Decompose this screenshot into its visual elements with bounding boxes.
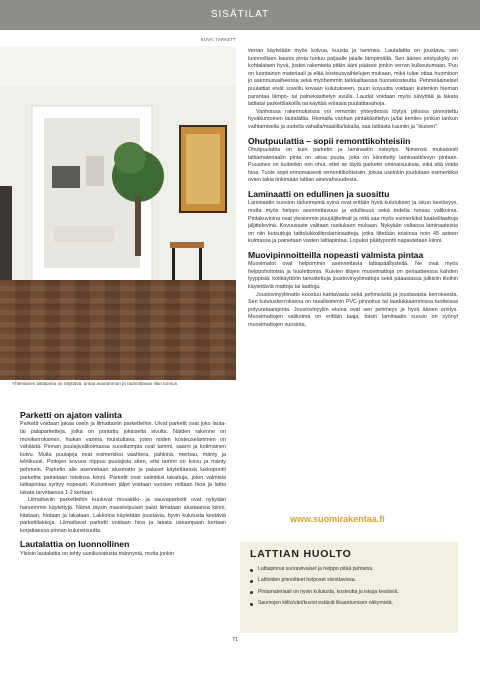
heading-ohutpuulattia: Ohutpuulattia – sopii remonttikohteisiin [248, 135, 411, 146]
paragraph: verran käytetään myös koivua, kuusta ja tammea. Lautalattia on joustava, sen luonnollisen kaunis pinta tuntuu paljaalle jalalle lämpimältä. Sen äänen eristyskyky on kohtalaisen hyvä, joskin rakenteita pitkin ääni pääsee jonkin verran kulkeutumaan. Puu on luontainen materiaali ja elää kosteusvaihtelujen mukaan, mikä tulee ottaa huomioon jo asennusvaiheessa sekä myöhemmin tarkkailtaessa huonekosteutta. Pehmeäaineiset puulattiat eivät sovellu kovaan kulutukseen, puun kovuutta voidaan kuitenkin hieman parantaa lämpö- tai painekäsittelyn avulla. Laudat voidaan myös sävyttää ja lakata lattiatai parkettilakoilla tai käyttää erilaisia puulattiavahoja. [248, 48, 458, 108]
right-column [248, 48, 458, 330]
page-number: 71 [232, 637, 239, 643]
left-column [20, 406, 226, 558]
list-item: Lattioiden pinnoitteet helposet siivottavissa. [250, 575, 448, 586]
box-title: LATTIAN HUOLTO [250, 548, 352, 560]
website-link[interactable]: www.suomirakentaa.fi [290, 514, 385, 524]
heading-lautalattia: Lautalattia on luonnollinen [20, 539, 130, 550]
living-room-illustration [0, 46, 236, 380]
list-item: Lattiapinnat suoraviivaiset ja helppo pitää puhtaina. [250, 564, 448, 575]
heading-laminaatti: Laminaatti on edullinen ja suosittu [248, 188, 390, 199]
photo-credit: KUVA: TARKETT [200, 37, 236, 42]
list-item: Pintamateriaali on hyvin kulutusta, kosteutta ja iskuja kestäviä. [250, 587, 448, 598]
list-item: Saumojen kiilto/väri/kuviot estävät likaantumisen näkymistä. [250, 598, 448, 609]
section-title: SISÄTILAT [210, 9, 270, 20]
paragraph: Joustovinyylimatto koostuu kantavasta sekä pehmeästä ja joustavasta kerroksesta. Sen kulutuskerroksena on tavallisimmin PVC-pinnoitus tai laadukkaammissa tuotteissa polyuretaanipinta. Joustovinyyliin etuina ovat sen pehmeys ja hyvä äänen eristys. Muovimattojen valikoima on erittäin laaja, toisin laminaatin suosio on syönyt muovimattojen suosiota. [248, 291, 458, 329]
paragraph: Muovimatot ovat helpommin asennettavia lattiapäällysteitä. Ne ovat myös helppohoitoisia ja huolettomia. Kuivien tilojen muovimattoja on periaatteessa kahden tyyppisiä: kotikäyttöön tarkoitettuja joustovinyylimattoja sekä pääasiassa julkisiin tiloihin käytettäviä mattoja tai laattoja. [248, 261, 458, 291]
paragraph: Parketit voidaan jakaa usein ja liimattaviin parketteihin. Uivat parketit ovat joko lauta- tai palaparketteja, jotka on pontattu jokaiselta sivulta. Näiden rakenne on monikerroksinen, hiukan vanera muistuttava, joten niiden kosteuselaminen on vähäistä. Pinnan puulajivalikoimassa suosituimpia ovat tammi, saarni ja kotimainen koivu. Muita puulajeja ovat esimerkiksi vaahtera, pähkinä, merbau, mänty ja lehtikuusi. Pintojen kovuus riippuu puulajista siten, että tammi on koivu ja mänty pehmein. Parketin alle asennetaan alusmatto ja palaset käytettäessä lukkopontti parkettia painetaan toisiinsa kiinni. Parketit ovat valmiiksi lakattuja, joten valmista lattiapintaa syntyy nopeasti. Kulumisen jäljet voidaan vuosien mittaan hioa ja lattia lakata tarvittaessa 1-2 kertaan. [20, 421, 226, 496]
maintenance-list [250, 564, 448, 610]
maintenance-box [240, 542, 458, 633]
section-header [0, 0, 480, 30]
room-photo [0, 46, 236, 380]
photo-caption: Yhtenäinen lattiapinta on näyttävä, antaa avaramman ja rauhoittavan tilan tunnun. [12, 381, 179, 386]
paragraph: Laminaatin suosion tärkeimpinä syinä ovat erittäin hyvä kulutuksen ja iskun kestävyys, mutta myös helppo asennettavuus ja edullisuus sekä todella runsas valikoima. Pintakuvioina ovat yleisimmin puujäljitelmät ja niitä saa myös esimerkiksi kaakelilaattoja jäljittelevinä. Kovuusaste valitaan rasituksen mukaan. Nykyään valtaosa laminaateista on niin kutsuttuja taittolukkoliitoslaminaatteja, jotka liitetään toisiinsa noin 45 asteen kulmassa ja painetaan vasten lattiapintaa. Lopuksi päätypontti napautetaan kiinni. [248, 200, 458, 245]
heading-muovipinnoitteet: Muovipinnoitteilla nopeasti valmista pintaa [248, 249, 424, 260]
paragraph: Ohutpuulattia on kuin parketin ja laminaatin risteytys. Nimensä mukaisesti lattiamateriaalin pinta on aitoa puuta, joka on kiinnitetty laminaattilevyn pintaan. Puuaines on kuitenkin niin ohut, ettei se täytä parketin ominaisuuksia, eikä sitä voida hioa. Tuote sopii erinomaisesti remonttikohteisiin, joissa useinkin joudutaan esimerkiksi ovien takia tinkimään lattian ainevahvuudesta. [248, 146, 458, 184]
paragraph: Liimattaviin parketteihin kuuluvat mosaiikki- ja sauvaparketit ovat nykyään harvemmin käytettyjä. Nämä täysin massiivipuiset palat liimataan alustaansa kiinni, kitataan, hiotaan ja lakataan. Lakkoina käytetään joustavia, hyvin kulutusta kestäviä parkettilakkoja. Liimattavat parketit voidaan hioa ja lakata useampaan kertaan korjattaessa pinnan kuluneisuutta. [20, 497, 226, 534]
paragraph: Vanhoissa rakennuksissa voi remontin yhteydessä löytyä piilossa pinnoitettu hyväkuntoinen lautalattia. Hiomalla vanhan pintakäsittelyn ja/tai kenties jonkun lankun vaihtamisella ja uudella vahalla/maalilla/lakalla, saa lattiasta kauniin ja "ikuisen". [248, 108, 458, 130]
paragraph: Yleisin lautalattia on tehty uunikuivatusta männystä, mutta jonkin [20, 550, 175, 557]
heading-parketti: Parketti on ajaton valinta [20, 410, 122, 420]
